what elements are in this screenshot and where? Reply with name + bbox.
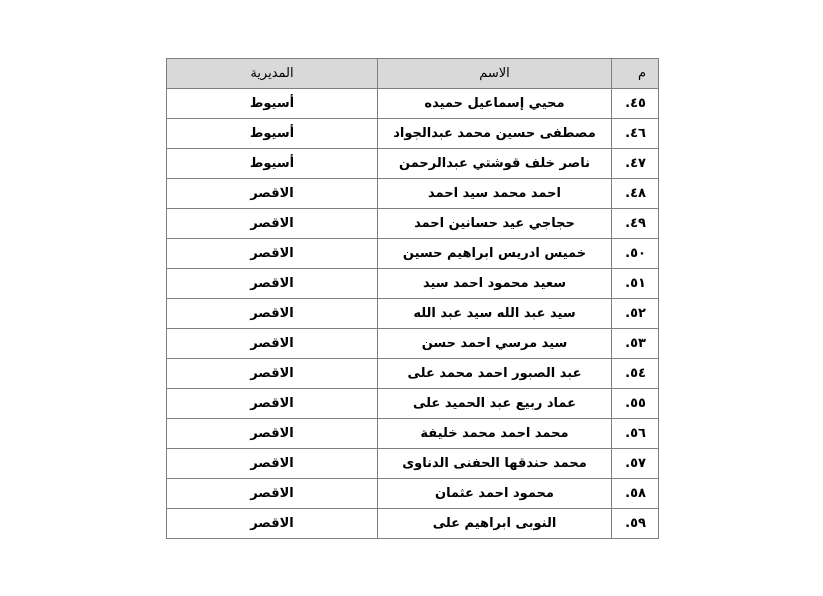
row-directorate: الاقصر	[167, 479, 378, 509]
table-row	[167, 239, 659, 269]
row-directorate: الاقصر	[167, 209, 378, 239]
row-number: ٥٦.	[612, 419, 659, 449]
row-name: سيد مرسي احمد حسن	[378, 329, 612, 359]
table-row	[167, 389, 659, 419]
row-number: ٥٠.	[612, 239, 659, 269]
row-number: ٤٧.	[612, 149, 659, 179]
row-name: عبد الصبور احمد محمد على	[378, 359, 612, 389]
table-row	[167, 329, 659, 359]
row-name: خميس ادريس ابراهيم حسين	[378, 239, 612, 269]
row-number: ٤٥.	[612, 89, 659, 119]
table-row	[167, 209, 659, 239]
row-name: حجاجي عيد حسانين احمد	[378, 209, 612, 239]
table-header-row	[167, 59, 659, 89]
row-number: ٤٦.	[612, 119, 659, 149]
row-number: ٥٥.	[612, 389, 659, 419]
row-name: النوبى ابراهيم على	[378, 509, 612, 539]
row-number: ٥٢.	[612, 299, 659, 329]
row-name: احمد محمد سيد احمد	[378, 179, 612, 209]
row-directorate: أسيوط	[167, 89, 378, 119]
row-number: ٥٩.	[612, 509, 659, 539]
table-row	[167, 149, 659, 179]
row-directorate: أسيوط	[167, 119, 378, 149]
table-row	[167, 179, 659, 209]
row-name: محيي إسماعيل حميده	[378, 89, 612, 119]
row-directorate: الاقصر	[167, 299, 378, 329]
row-directorate: الاقصر	[167, 269, 378, 299]
table-row	[167, 419, 659, 449]
table-row	[167, 359, 659, 389]
row-number: ٤٨.	[612, 179, 659, 209]
table-row	[167, 479, 659, 509]
row-directorate: الاقصر	[167, 239, 378, 269]
table-row	[167, 89, 659, 119]
row-name: مصطفى حسين محمد عبدالجواد	[378, 119, 612, 149]
row-directorate: أسيوط	[167, 149, 378, 179]
row-directorate: الاقصر	[167, 509, 378, 539]
row-directorate: الاقصر	[167, 329, 378, 359]
row-name: محمد حندقها الحفنى الدناوى	[378, 449, 612, 479]
row-name: سيد عبد الله سيد عبد الله	[378, 299, 612, 329]
row-number: ٥١.	[612, 269, 659, 299]
row-name: عماد ربيع عبد الحميد على	[378, 389, 612, 419]
row-name: محمد احمد محمد خليفة	[378, 419, 612, 449]
row-name: سعيد محمود احمد سيد	[378, 269, 612, 299]
row-directorate: الاقصر	[167, 419, 378, 449]
header-number: م	[612, 59, 659, 89]
row-number: ٤٩.	[612, 209, 659, 239]
row-number: ٥٧.	[612, 449, 659, 479]
row-directorate: الاقصر	[167, 389, 378, 419]
table-row	[167, 269, 659, 299]
header-name: الاسم	[378, 59, 612, 89]
table-row	[167, 119, 659, 149]
row-directorate: الاقصر	[167, 449, 378, 479]
table-row	[167, 449, 659, 479]
row-number: ٥٤.	[612, 359, 659, 389]
header-directorate: المديرية	[167, 59, 378, 89]
row-number: ٥٣.	[612, 329, 659, 359]
table-row	[167, 299, 659, 329]
table-row	[167, 509, 659, 539]
row-number: ٥٨.	[612, 479, 659, 509]
names-table	[166, 58, 659, 539]
row-directorate: الاقصر	[167, 179, 378, 209]
row-name: ناصر خلف قوشتي عبدالرحمن	[378, 149, 612, 179]
row-name: محمود احمد عثمان	[378, 479, 612, 509]
row-directorate: الاقصر	[167, 359, 378, 389]
